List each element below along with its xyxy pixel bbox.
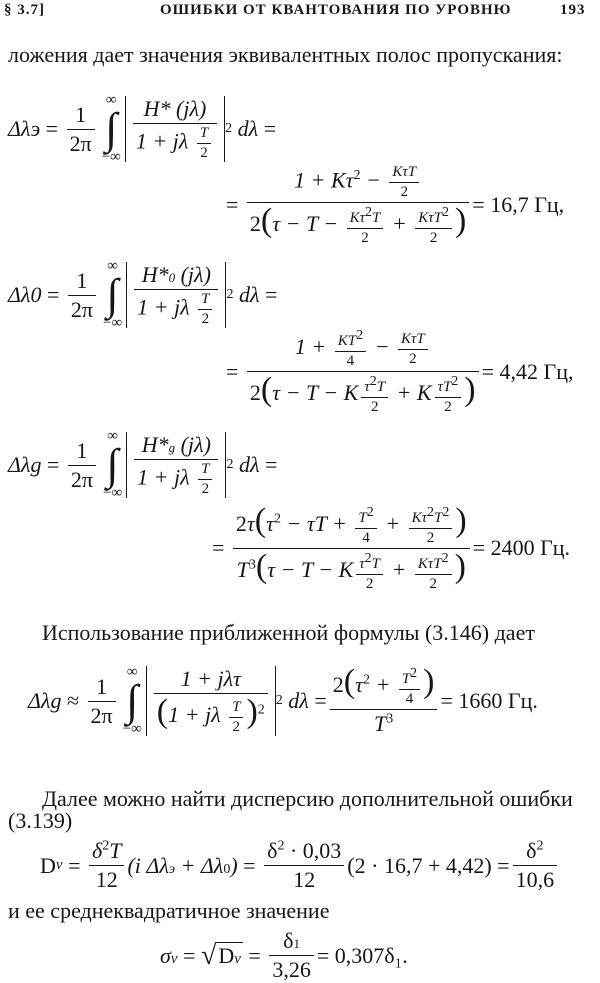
rms-paragraph: и ее среднеквадратичное значение: [8, 898, 330, 923]
equation-delta-lambda-e: Δλэ = $\frac{1}{2\pi}$ ∞ ∫ −∞ H* (jλ) 1 + jλ $\frac{T}{2}$ 2 dλ =: [8, 92, 277, 165]
running-title: ОШИБКИ ОТ КВАНТОВАНИЯ ПО УРОВНЮ: [160, 2, 512, 18]
transfer-function-modulus: H*g (jλ) 1 + jλ $\frac{T}{2}$: [126, 432, 226, 498]
equation-delta-lambda-g: Δλg = $\frac{1}{2\pi}$ ∞ ∫ −∞ H*g (jλ) 1 + jλ $\frac{T}{2}$ 2 dλ =: [8, 428, 278, 501]
result-e2: = 4,42 Гц,: [481, 358, 574, 384]
rms-value: = 0,307δ₁.: [316, 942, 408, 968]
intro-paragraph: ложения дает значения эквивалентных полос пропускания:: [8, 42, 563, 67]
equation-lhs: Δλg: [8, 452, 42, 477]
integral-sign: ∞ ∫ −∞: [102, 258, 123, 331]
transfer-function-modulus: H*0 (jλ) 1 + jλ $\frac{T}{2}$: [126, 262, 226, 328]
result-e3: = 2400 Гц.: [472, 535, 571, 561]
transfer-function-modulus: H* (jλ) 1 + jλ $\frac{T}{2}$: [125, 96, 225, 162]
dispersion-value: (2 · 16,7 + 4,42) =: [347, 852, 510, 878]
result-e4: = 1660 Гц.: [440, 688, 538, 713]
equation-delta-lambda-0: Δλ0 = $\frac{1}{2\pi}$ ∞ ∫ −∞ H*0 (jλ) 1 + jλ $\frac{T}{2}$ 2 dλ =: [8, 258, 278, 331]
equation-e3-expansion: = $2\tau(\tau^2 - \tau T$ + $\frac{T2}{4}$ + $\frac{K\tau 2T2}{2}$ ) $T^3(\tau - T - K$ $\frac{\tau 2T}{2}$ + $\frac{\text{KτT2}}{2}$ ) = 2400 Гц.: [212, 502, 571, 592]
equation-e2-expansion: = 1 + $\frac{KT2}{4}$ − $\frac{\text{KτT}}{2}$ 2(τ − T − K $\frac{\tau 2T}{2}$ + K $\frac{\tau T2}{2}$ ) = 4,42 Гц,: [226, 328, 574, 415]
dispersion-paragraph-line1: Далее можно найти дисперсию дополнительной ошибки: [42, 786, 573, 811]
equation-rms: σv = √ Dv = $\frac{\delta 1}{3,26}$ = 0,307δ₁.: [160, 928, 408, 982]
equation-dispersion: D v = $\frac{\delta^2T}{12}$ (i Δλэ + Δλ0) = $\frac{\delta^2 \cdot 0,03}{12}$ (2 · 16,7 + 4,42) = $\frac{\delta^2}{10,6}$: [40, 838, 560, 893]
approx-paragraph: Использование приближенной формулы (3.146) дает: [42, 620, 535, 645]
approx-transfer-modulus: 1 + jλτ (1 + jλ $\frac{T}{2}$ )$^2$: [146, 666, 276, 735]
page-number: 193: [560, 2, 586, 18]
integral-sign: ∞ ∫ −∞: [122, 664, 142, 737]
equation-lhs: Δλ0: [8, 282, 42, 307]
equation-e1-expansion: = $1 + K\tau^2$ − $\frac{\text{KτT}}{2}$ 2(τ − T − $\frac{K\tau 2T}{2}$ + $\frac{\text{KτT2}}{2}$ ) = 16,7 Гц,: [226, 164, 565, 246]
section-ref: § 3.7]: [4, 2, 45, 18]
dispersion-paragraph-line2: (3.139): [8, 808, 73, 833]
equation-lhs: Δλэ: [8, 116, 41, 141]
equation-delta-lambda-g-approx: Δλg ≈ $\frac{1}{2\pi}$ ∞ ∫ −∞ 1 + jλτ (1 + jλ $\frac{T}{2}$ )$^2$ 2 dλ = $2(\tau^2$ + $\frac{T2}{4}$ ) $T^3$ = 1660 Гц.: [28, 663, 538, 737]
equation-lhs: Δλg: [28, 688, 62, 713]
result-e1: = 16,7 Гц,: [472, 192, 565, 218]
integral-sign: ∞ ∫ −∞: [102, 428, 123, 501]
integral-sign: ∞ ∫ −∞: [101, 92, 121, 165]
